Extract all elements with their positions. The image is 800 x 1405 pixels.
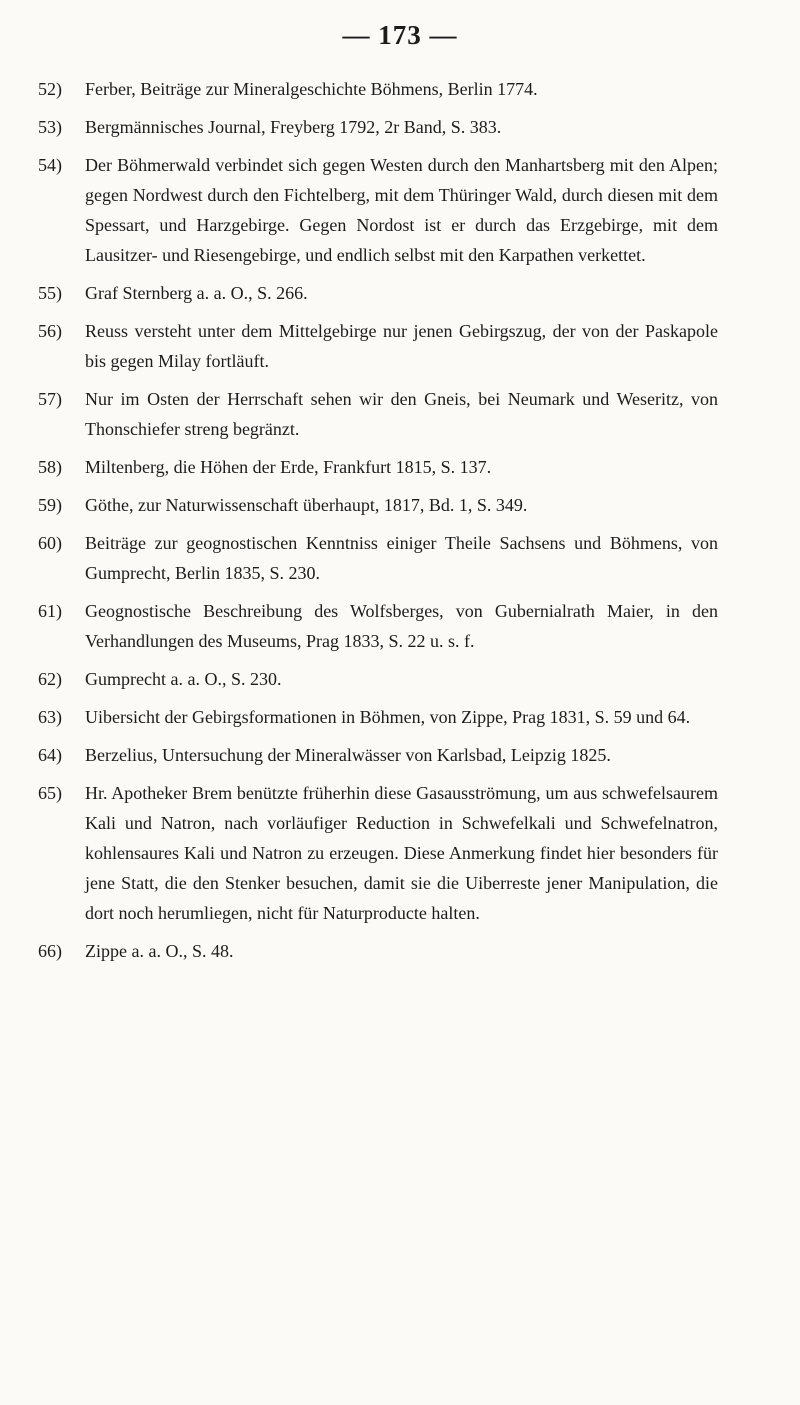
footnote — [38, 778, 718, 928]
footnote-text: Göthe, zur Naturwissenschaft überhaupt, 1817, Bd. 1, S. 349. — [85, 495, 528, 515]
footnote-number: 56) — [38, 321, 62, 341]
footnote-text: Hr. Apotheker Brem benützte früherhin diese Gasausströmung, um aus schwefelsaurem Kali und Natron, nach vorläufiger Reduction in Schwefelkali und Schwefelnatron, kohlensaures Kali und Natron zu erzeugen. Diese Anmerkung findet hier besonders für jene Statt, die den Stenker besuchen, damit sie die Uiberreste jener Manipulation, die dort noch herumliegen, nicht für Naturproducte halten. — [85, 783, 718, 923]
footnote-text: Bergmännisches Journal, Freyberg 1792, 2r Band, S. 383. — [85, 117, 502, 137]
footnote-text: Graf Sternberg a. a. O., S. 266. — [85, 283, 308, 303]
footnote-number: 58) — [38, 457, 62, 477]
footnote — [38, 936, 718, 966]
footnote-text: Uibersicht der Gebirgsformationen in Böhmen, von Zippe, Prag 1831, S. 59 und 64. — [85, 707, 691, 727]
footnote-text: Reuss versteht unter dem Mittelgebirge nur jenen Gebirgszug, der von der Paskapole bis gegen Milay fortläuft. — [85, 321, 718, 371]
footnote — [38, 596, 718, 656]
footnote-number: 53) — [38, 117, 62, 137]
footnote — [38, 316, 718, 376]
footnote-number: 59) — [38, 495, 62, 515]
footnote-text: Geognostische Beschreibung des Wolfsberges, von Gubernialrath Maier, in den Verhandlungen des Museums, Prag 1833, S. 22 u. s. f. — [85, 601, 718, 651]
footnote-text: Nur im Osten der Herrschaft sehen wir den Gneis, bei Neumark und Weseritz, von Thonschiefer streng begränzt. — [85, 389, 718, 439]
footnote-list — [38, 74, 718, 974]
footnote — [38, 74, 718, 104]
footnote-number: 52) — [38, 79, 62, 99]
footnote — [38, 112, 718, 142]
footnote — [38, 528, 718, 588]
footnote-text: Miltenberg, die Höhen der Erde, Frankfurt 1815, S. 137. — [85, 457, 492, 477]
footnote-number: 55) — [38, 283, 62, 303]
footnote — [38, 702, 718, 732]
footnote — [38, 490, 718, 520]
footnote — [38, 740, 718, 770]
footnote-text: Ferber, Beiträge zur Mineralgeschichte Böhmens, Berlin 1774. — [85, 79, 538, 99]
footnote-text: Beiträge zur geognostischen Kenntniss einiger Theile Sachsens und Böhmens, von Gumprecht, Berlin 1835, S. 230. — [85, 533, 718, 583]
footnote-number: 64) — [38, 745, 62, 765]
footnote — [38, 278, 718, 308]
footnote — [38, 384, 718, 444]
footnote-number: 62) — [38, 669, 62, 689]
footnote-number: 65) — [38, 783, 62, 803]
footnote — [38, 150, 718, 270]
page-number: — 173 — — [342, 20, 458, 50]
footnote-number: 60) — [38, 533, 62, 553]
footnote-number: 54) — [38, 155, 62, 175]
footnote-text: Berzelius, Untersuchung der Mineralwässer von Karlsbad, Leipzig 1825. — [85, 745, 611, 765]
footnote-number: 61) — [38, 601, 62, 621]
footnote-number: 63) — [38, 707, 62, 727]
footnote-text: Gumprecht a. a. O., S. 230. — [85, 669, 282, 689]
footnote — [38, 452, 718, 482]
footnote-number: 66) — [38, 941, 62, 961]
footnote — [38, 664, 718, 694]
footnote-number: 57) — [38, 389, 62, 409]
footnote-text: Der Böhmerwald verbindet sich gegen Westen durch den Manhartsberg mit den Alpen; gegen Nordwest durch den Fichtelberg, mit dem Thüringer Wald, durch diesen mit dem Spessart, und Harzgebirge. Gegen Nordost ist er durch das Erzgebirge, mit dem Lausitzer- und Riesengebirge, und endlich selbst mit den Karpathen verkettet. — [85, 155, 718, 265]
footnote-text: Zippe a. a. O., S. 48. — [85, 941, 234, 961]
